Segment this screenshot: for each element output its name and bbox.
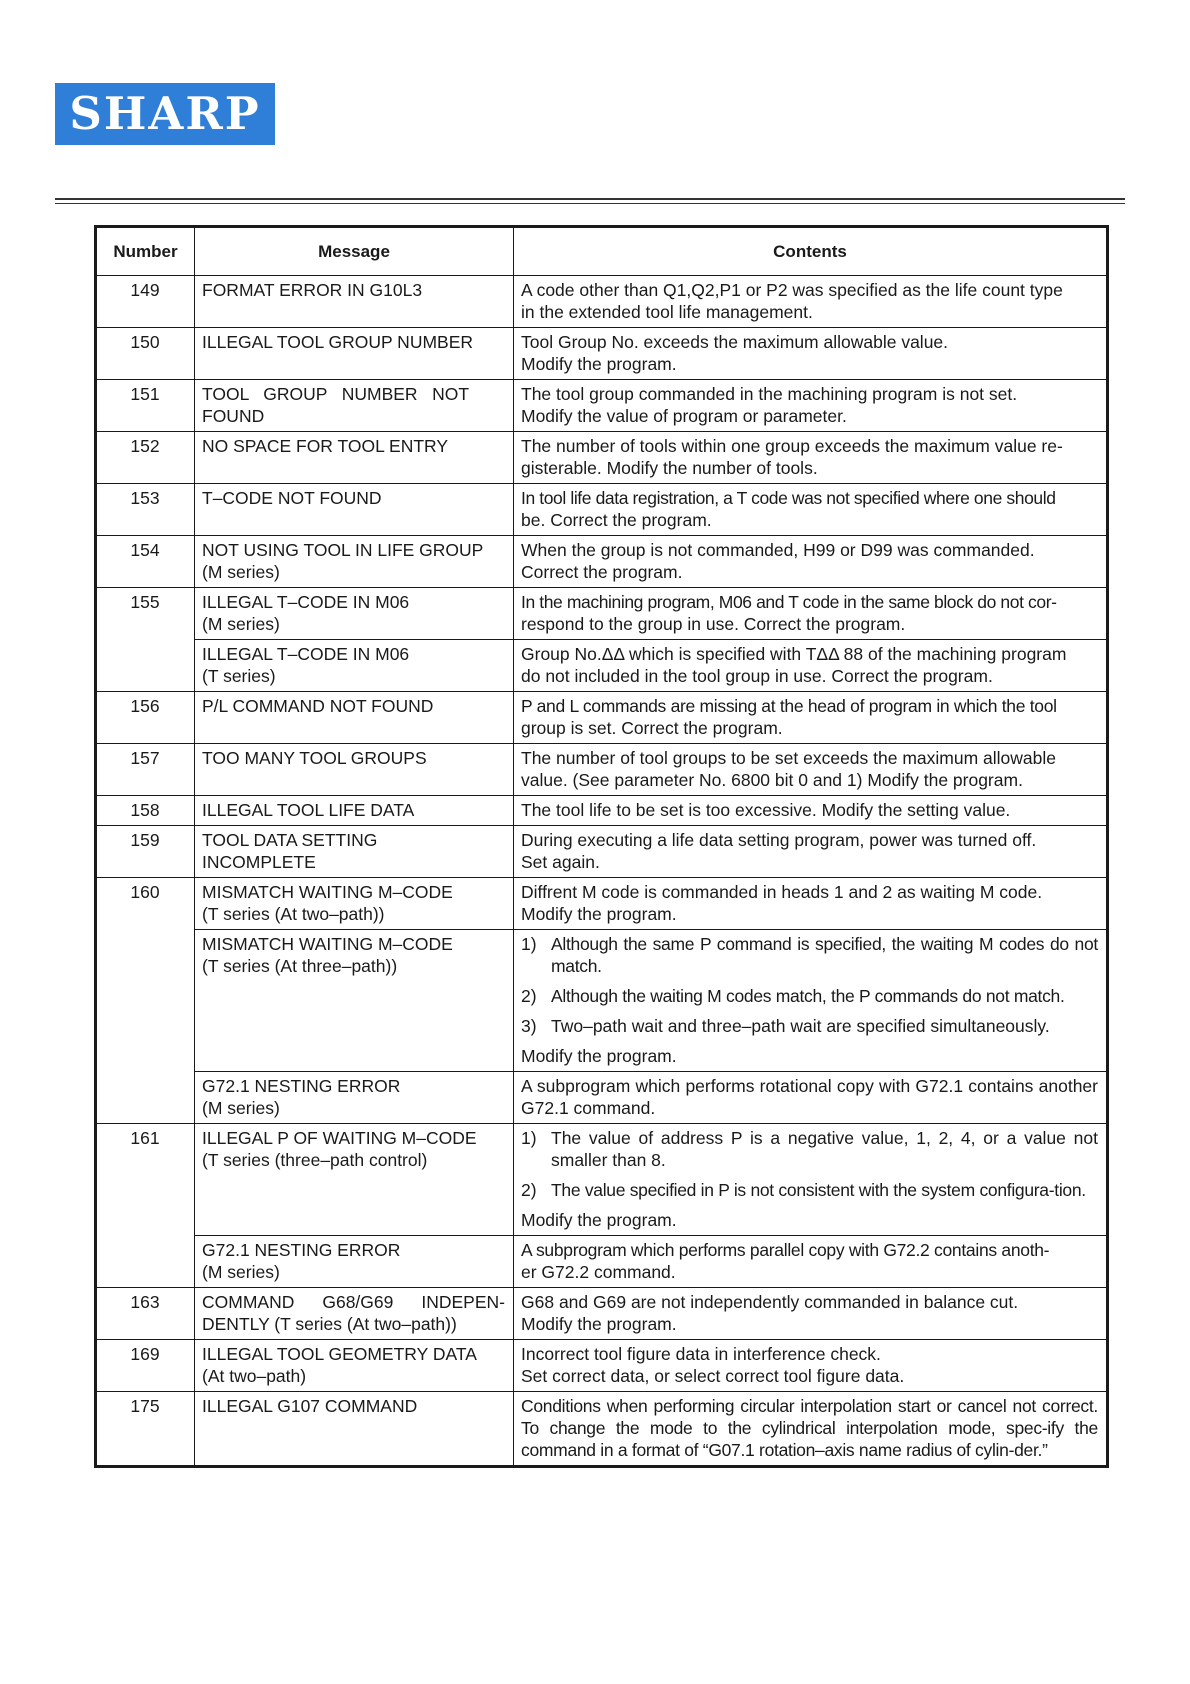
message-line: NOT USING TOOL IN LIFE GROUP [202,540,484,560]
numbered-item [521,1127,1098,1171]
table-row [96,744,1108,796]
message-line: (M series) [202,1098,280,1118]
error-message [195,878,514,930]
error-message [195,1340,514,1392]
table-row [96,1124,1108,1236]
table-row [96,1236,1108,1288]
error-contents [514,744,1108,796]
table-row [96,484,1108,536]
error-number: 161 [96,1124,195,1288]
contents-line: gisterable. Modify the number of tools. [521,458,818,478]
item-text: Although the waiting M codes match, the P commands do not match. [551,986,1065,1006]
error-number: 155 [96,588,195,692]
table-row [96,930,1108,1072]
error-message [195,1072,514,1124]
error-number: 151 [96,380,195,432]
contents-line: When the group is not commanded, H99 or D99 was commanded. [521,540,1035,560]
contents-line: er G72.2 command. [521,1262,676,1282]
table-row [96,1340,1108,1392]
message-line: FOUND [202,406,265,426]
error-number: 160 [96,878,195,1124]
error-message: TOO MANY TOOL GROUPS [195,744,514,796]
error-contents [514,432,1108,484]
table-row [96,692,1108,744]
numbered-item [521,985,1098,1007]
contents-line: Correct the program. [521,562,683,582]
message-line: MISMATCH WAITING M–CODE [202,934,453,954]
table-header-row [96,227,1108,276]
table-row [96,328,1108,380]
error-message [195,826,514,878]
error-contents [514,930,1108,1072]
error-message [195,1236,514,1288]
message-line: (T series (At two–path)) [202,904,385,924]
error-contents [514,878,1108,930]
table-row [96,380,1108,432]
table-row [96,878,1108,930]
message-line: (T series (three–path control) [202,1150,428,1170]
item-number: 2) [521,1180,537,1200]
error-message [195,588,514,640]
error-number: 149 [96,276,195,328]
error-number: 175 [96,1392,195,1467]
item-text: Although the same P command is specified, the waiting M codes do not match. [551,934,1098,976]
error-contents: A subprogram which performs rotational copy with G72.1 contains another G72.1 command. [514,1072,1108,1124]
error-number: 156 [96,692,195,744]
contents-line: Tool Group No. exceeds the maximum allowable value. [521,332,949,352]
message-line: (T series (At three–path)) [202,956,398,976]
error-contents: The tool life to be set is too excessive. Modify the setting value. [514,796,1108,826]
item-text: The value of address P is a negative value, 1, 2, 4, or a value not smaller than 8. [551,1128,1098,1170]
error-contents [514,536,1108,588]
error-number: 158 [96,796,195,826]
error-contents [514,640,1108,692]
contents-line: be. Correct the program. [521,510,712,530]
item-number: 3) [521,1016,537,1036]
numbered-item [521,933,1098,977]
contents-line: do not included in the tool group in use. Correct the program. [521,666,993,686]
contents-line: Modify the program. [521,904,677,924]
error-message [195,380,514,432]
error-contents [514,328,1108,380]
message-line: ILLEGAL P OF WAITING M–CODE [202,1128,477,1148]
message-line: (T series) [202,666,276,686]
error-contents [514,380,1108,432]
contents-line: A code other than Q1,Q2,P1 or P2 was specified as the life count type [521,280,1063,300]
message-line: TOOL DATA SETTING [202,830,378,850]
error-contents [514,1340,1108,1392]
error-message-table [94,225,1109,1468]
contents-line: Modify the program. [521,1314,677,1334]
message-line: (At two–path) [202,1366,307,1386]
message-line: ILLEGAL T–CODE IN M06 [202,644,410,664]
item-number: 2) [521,986,537,1006]
error-message [195,930,514,1072]
table-row [96,276,1108,328]
contents-line: Diffrent M code is commanded in heads 1 and 2 as waiting M code. [521,882,1043,902]
contents-line: In tool life data registration, a T code was not specified where one should [521,488,1056,508]
table-row [96,1392,1108,1467]
message-line: (M series) [202,562,280,582]
error-contents: Conditions when performing circular interpolation start or cancel not correct. To change the mode to the cylindrical interpolation mode, spec-ify the command in a format of “G07.1 rotation–axis name radius of cylin-der.” [514,1392,1108,1467]
table-row [96,640,1108,692]
error-contents [514,484,1108,536]
table-row [96,432,1108,484]
error-contents [514,1288,1108,1340]
error-message [195,1124,514,1236]
header-rule [55,198,1125,200]
error-contents [514,1124,1108,1236]
error-message [195,536,514,588]
contents-line: value. (See parameter No. 6800 bit 0 and 1) Modify the program. [521,770,1023,790]
error-number: 152 [96,432,195,484]
contents-line: A subprogram which performs parallel copy with G72.2 contains anoth- [521,1240,1050,1260]
table-row [96,1072,1108,1124]
error-message: COMMAND G68/G69 INDEPEN-DENTLY (T series (At two–path)) [195,1288,514,1340]
item-text: Two–path wait and three–path wait are specified simultaneously. [551,1016,1050,1036]
message-line: MISMATCH WAITING M–CODE [202,882,453,902]
error-message: FORMAT ERROR IN G10L3 [195,276,514,328]
header-number: Number [96,227,195,276]
message-line: INCOMPLETE [202,852,316,872]
contents-line: Modify the program. [521,1046,677,1066]
error-contents [514,588,1108,640]
contents-line: Set correct data, or select correct tool figure data. [521,1366,905,1386]
item-number: 1) [521,1128,537,1148]
error-message: ILLEGAL G107 COMMAND [195,1392,514,1467]
contents-line: in the extended tool life management. [521,302,813,322]
message-line: ILLEGAL TOOL GEOMETRY DATA [202,1344,477,1364]
contents-line: group is set. Correct the program. [521,718,783,738]
table-row [96,588,1108,640]
error-message: ILLEGAL TOOL LIFE DATA [195,796,514,826]
contents-line: P and L commands are missing at the head of program in which the tool [521,696,1057,716]
error-contents [514,276,1108,328]
contents-line: Incorrect tool figure data in interference check. [521,1344,881,1364]
error-number: 163 [96,1288,195,1340]
message-line: G72.1 NESTING ERROR [202,1240,401,1260]
error-number: 153 [96,484,195,536]
message-line: (M series) [202,614,280,634]
contents-line: Group No.ΔΔ which is specified with TΔΔ 88 of the machining program [521,644,1067,664]
error-message [195,640,514,692]
table-row [96,536,1108,588]
error-message: T–CODE NOT FOUND [195,484,514,536]
error-message: P/L COMMAND NOT FOUND [195,692,514,744]
header-message: Message [195,227,514,276]
contents-line: In the machining program, M06 and T code in the same block do not cor- [521,592,1057,612]
table-row [96,1288,1108,1340]
contents-line: Set again. [521,852,600,872]
error-contents [514,692,1108,744]
sharp-logo: SHARP [55,83,275,145]
numbered-item [521,1179,1098,1201]
header-contents: Contents [514,227,1108,276]
message-line: (M series) [202,1262,280,1282]
error-number: 169 [96,1340,195,1392]
contents-line: The tool group commanded in the machining program is not set. [521,384,1018,404]
error-number: 150 [96,328,195,380]
contents-line: During executing a life data setting program, power was turned off. [521,830,1037,850]
contents-line: Modify the program. [521,354,677,374]
message-line: TOOL GROUP NUMBER NOT [202,384,470,404]
contents-line: The number of tool groups to be set exceeds the maximum allowable [521,748,1057,768]
message-line: ILLEGAL T–CODE IN M06 [202,592,410,612]
contents-line: respond to the group in use. Correct the program. [521,614,906,634]
contents-line: Modify the value of program or parameter. [521,406,847,426]
error-contents [514,826,1108,878]
error-number: 157 [96,744,195,796]
error-number: 159 [96,826,195,878]
error-message: ILLEGAL TOOL GROUP NUMBER [195,328,514,380]
contents-line: The number of tools within one group exceeds the maximum value re- [521,436,1063,456]
error-contents [514,1236,1108,1288]
numbered-item [521,1015,1098,1037]
table-row [96,796,1108,826]
table-row [96,826,1108,878]
header-rule-thin [55,203,1125,204]
item-number: 1) [521,934,537,954]
message-line: G72.1 NESTING ERROR [202,1076,401,1096]
contents-line: G68 and G69 are not independently commanded in balance cut. [521,1292,1019,1312]
error-number: 154 [96,536,195,588]
item-text: The value specified in P is not consistent with the system configura-tion. [551,1180,1086,1200]
error-message: NO SPACE FOR TOOL ENTRY [195,432,514,484]
contents-line: Modify the program. [521,1210,677,1230]
